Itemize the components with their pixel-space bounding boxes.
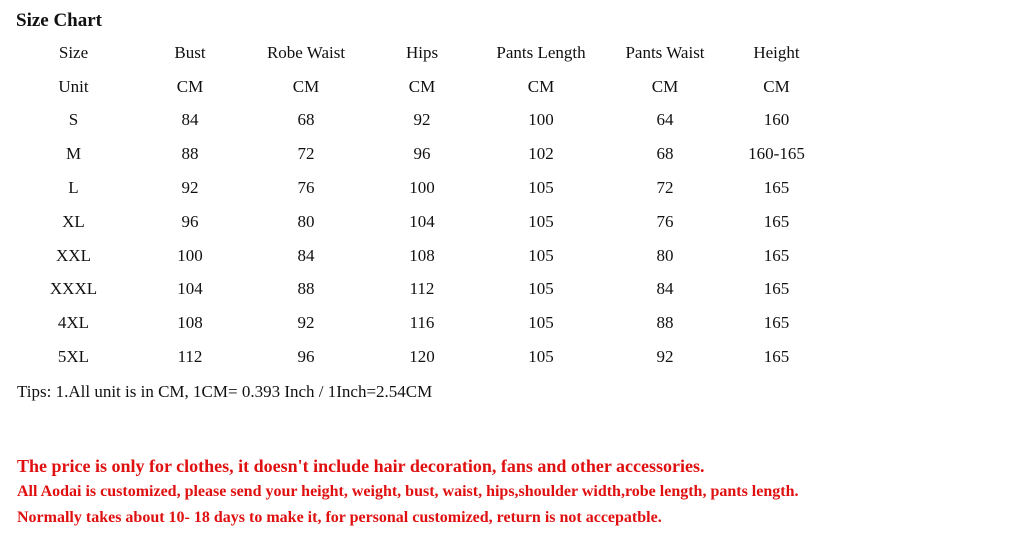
table-cell: 84 [181, 110, 199, 130]
table-cell: 108 [409, 245, 435, 265]
table-cell: Unit [58, 76, 89, 96]
table-row [0, 171, 840, 205]
table-cell: 160 [763, 110, 790, 130]
table-cell: 68 [297, 110, 315, 130]
table-cell: 165 [763, 347, 790, 367]
table-cell: 68 [656, 144, 674, 164]
production-time-notice: Normally takes about 10- 18 days to make it, for personal customized, return is not accepatble. [17, 509, 662, 526]
table-cell: 72 [656, 178, 674, 198]
table-cell: 76 [297, 178, 315, 198]
table-row [0, 205, 840, 239]
header-size: Size [58, 42, 89, 62]
table-cell: 165 [763, 313, 790, 333]
table-cell: L [68, 178, 79, 198]
table-cell: 105 [528, 211, 554, 231]
table-cell: S [68, 110, 79, 130]
header-hips: Hips [405, 42, 439, 62]
table-cell: XL [62, 211, 85, 231]
table-cell: 105 [528, 178, 554, 198]
table-cell: XXL [56, 245, 91, 265]
table-cell: 102 [528, 144, 554, 164]
table-cell: 88 [181, 144, 199, 164]
table-cell: 5XL [57, 347, 90, 367]
header-robe-waist: Robe Waist [266, 42, 346, 62]
table-cell: 88 [656, 313, 674, 333]
table-cell: CM [527, 76, 555, 96]
table-cell: 104 [409, 211, 435, 231]
table-cell: 165 [763, 279, 790, 299]
table-cell: 96 [181, 211, 199, 231]
price-notice: The price is only for clothes, it doesn't include hair decoration, fans and other accessories. [17, 456, 705, 476]
table-cell: 76 [656, 211, 674, 231]
table-cell: 165 [763, 245, 790, 265]
table-cell: 120 [409, 347, 435, 367]
table-cell: CM [408, 76, 436, 96]
table-row-unit [0, 70, 840, 104]
table-cell: 64 [656, 110, 674, 130]
table-cell: 92 [297, 313, 315, 333]
table-cell: CM [176, 76, 204, 96]
table-cell: CM [292, 76, 320, 96]
header-height: Height [753, 42, 800, 62]
table-cell: 100 [409, 178, 435, 198]
table-header-row [0, 36, 840, 70]
table-row [0, 239, 840, 273]
table-cell: 112 [409, 279, 435, 299]
conversion-tips: Tips: 1.All unit is in CM, 1CM= 0.393 Inch / 1Inch=2.54CM [17, 382, 433, 401]
table-cell: M [65, 144, 82, 164]
table-cell: 84 [297, 245, 315, 265]
table-cell: 88 [297, 279, 315, 299]
table-cell: 104 [177, 279, 203, 299]
header-pants-waist: Pants Waist [625, 42, 705, 62]
table-cell: CM [651, 76, 679, 96]
table-cell: 84 [656, 279, 674, 299]
customization-notice: All Aodai is customized, please send your height, weight, bust, waist, hips,shoulder width,robe length, pants length. [17, 483, 799, 500]
table-cell: 105 [528, 245, 554, 265]
page-title: Size Chart [16, 10, 103, 31]
table-cell: 105 [528, 279, 554, 299]
table-cell: 72 [297, 144, 315, 164]
table-cell: 92 [413, 110, 431, 130]
table-row [0, 104, 840, 138]
table-row [0, 273, 840, 307]
table-cell: 108 [177, 313, 203, 333]
table-cell: 165 [763, 178, 790, 198]
table-cell: 165 [763, 211, 790, 231]
table-cell: 112 [177, 347, 203, 367]
table-cell: 4XL [57, 313, 90, 333]
table-cell: 105 [528, 347, 554, 367]
size-chart-table [0, 36, 840, 374]
table-cell: 100 [528, 110, 554, 130]
table-row [0, 306, 840, 340]
table-cell: 160-165 [748, 144, 805, 164]
table-cell: 92 [181, 178, 199, 198]
table-cell: 100 [177, 245, 203, 265]
table-cell: CM [763, 76, 790, 96]
header-pants-length: Pants Length [496, 42, 586, 62]
header-bust: Bust [174, 42, 206, 62]
table-cell: 116 [409, 313, 435, 333]
table-row [0, 340, 840, 374]
table-cell: XXXL [49, 279, 98, 299]
table-cell: 80 [656, 245, 674, 265]
table-row [0, 137, 840, 171]
table-cell: 96 [413, 144, 431, 164]
table-cell: 92 [656, 347, 674, 367]
table-cell: 96 [297, 347, 315, 367]
table-cell: 105 [528, 313, 554, 333]
table-cell: 80 [297, 211, 315, 231]
